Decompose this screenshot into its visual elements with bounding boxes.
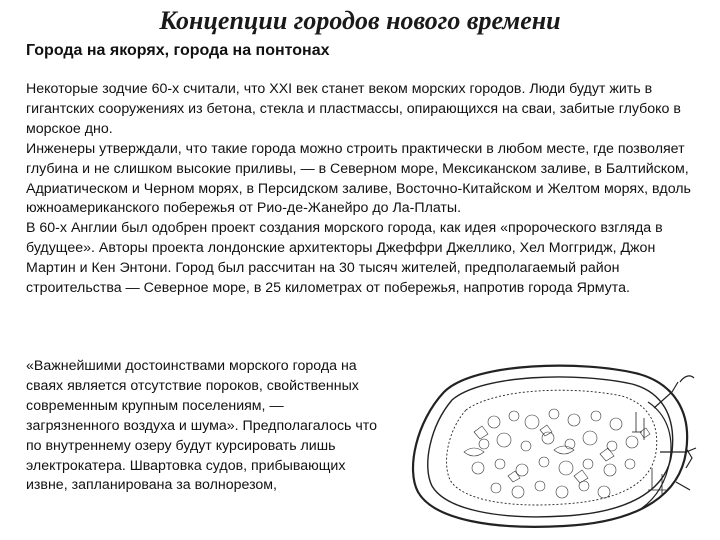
slide-subtitle: Города на якорях, города на понтонах [26, 42, 330, 59]
quote-text: «Важнейшими достоинствами морского города на сваях является отсутствие пороков, свойственных современным крупным поселениям, — загрязненного воздуха и шума». Предполагалось что по внутреннему озеру будут курсировать лишь электрокатера. Швартовка судов, прибывающих извне, запланирована за волнорезом, [26, 358, 378, 494]
sea-city-plan-illustration [404, 352, 706, 532]
paragraph: Некоторые зодчие 60-х считали, что XXI век станет веком морских городов. Люди будут жить в гигантских сооружениях из бетона, стекла и пластмассы, опирающихся на сваи, забитые глубоко в морское дно. [26, 81, 681, 137]
slide-title: Концепции городов нового времени [159, 6, 561, 35]
paragraph: В 60-х Англии был одобрен проект создания морского города, как идея «пророческого взгляда в будущее». Авторы проекта лондонские архитекторы Джеффри Джеллико, Хел Моггридж, Джон Мартин и Кен Энтони. Город был рассчитан на 30 тысяч жителей, предполагаемый район строительства — Северное море, в 25 километрах от побережья, напротив города Ярмута. [26, 220, 663, 297]
paragraph: Инженеры утверждали, что такие города можно строить практически в любом месте, где позволяет глубина и не слишком высокие приливы, — в Северном море, Мексиканском заливе, в Балтийском, Адриатическом и Черном морях, в Персидском заливе, Восточно-Китайском и Желтом морях, вдоль южноамериканского побережья от Рио-де-Жанейро до Ла-Платы. [26, 140, 691, 217]
body-text [26, 80, 698, 299]
